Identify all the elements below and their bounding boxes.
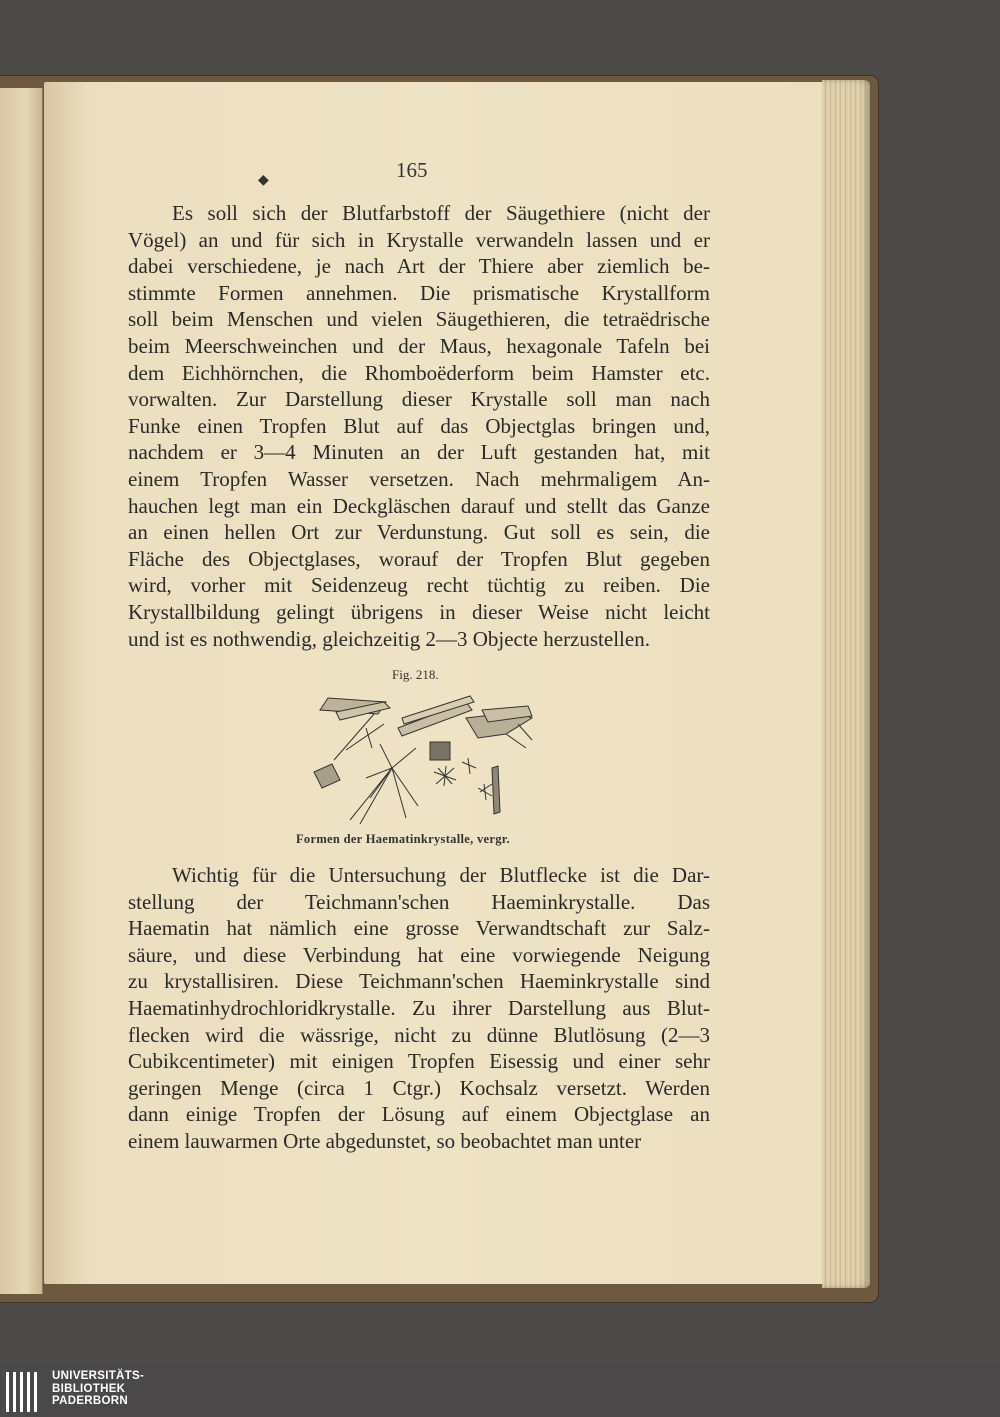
text-line: flecken wird die wässrige, nicht zu dünne Blutlösung (2—3: [128, 1022, 710, 1047]
ink-mark: ◆: [258, 173, 269, 188]
text-line: beim Meerschweinchen und der Maus, hexagonale Tafeln bei: [128, 333, 710, 358]
library-name: [52, 1370, 144, 1408]
text-line: Krystallbildung gelingt übrigens in dieser Weise nicht leicht: [128, 599, 710, 624]
text-line: wird, vorher mit Seidenzeug recht tüchtig zu reiben. Die: [128, 573, 710, 598]
text-line: stimmte Formen annehmen. Die prismatische Krystallform: [128, 280, 710, 305]
text-line: an einen hellen Ort zur Verdunstung. Gut soll es sein, die: [128, 520, 710, 545]
page-edges: [822, 80, 870, 1288]
text-line: dann einige Tropfen der Lösung auf einem Objectglase an: [128, 1102, 710, 1127]
left-page-edge: [0, 88, 43, 1294]
text-line: vorwalten. Zur Darstellung dieser Krystalle soll man nach: [128, 387, 710, 412]
text-line: Vögel) an und für sich in Krystalle verwandeln lassen und er: [128, 227, 710, 252]
text-line: Cubikcentimeter) mit einigen Tropfen Eisessig und einer sehr: [128, 1049, 710, 1074]
text-line: Funke einen Tropfen Blut auf das Objectglas bringen und,: [128, 413, 710, 438]
text-line: stellung der Teichmann'schen Haeminkrystalle. Das: [128, 889, 710, 914]
library-logo-icon: [6, 1370, 46, 1416]
text-line: säure, und diese Verbindung hat eine vorwiegende Neigung: [128, 942, 710, 967]
text-line: dem Eichhörnchen, die Rhomboëderform beim Hamster etc.: [128, 360, 710, 385]
figure-label: Fig. 218.: [392, 667, 439, 682]
text-line: Haematin hat nämlich eine grosse Verwandtschaft zur Salz-: [128, 916, 710, 941]
text-line: und ist es nothwendig, gleichzeitig 2—3 Objecte herzustellen.: [128, 626, 650, 651]
library-line-1: UNIVERSITÄTS-: [52, 1370, 145, 1382]
text-line: einem Tropfen Wasser versetzen. Nach mehrmaligem An-: [128, 466, 710, 491]
library-line-3: PADERBORN: [52, 1395, 128, 1407]
text-line: Haematinhydrochloridkrystalle. Zu ihrer Darstellung aus Blut-: [128, 995, 710, 1020]
text-line: Es soll sich der Blutfarbstoff der Säugethiere (nicht der: [172, 201, 710, 225]
text-line: hauchen legt man ein Deckgläschen darauf und stellt das Ganze: [128, 493, 710, 518]
text-line: Wichtig für die Untersuchung der Blutflecke ist die Dar-: [172, 863, 710, 887]
paragraph-1: [128, 200, 710, 652]
text-line: zu krystallisiren. Diese Teichmann'schen Haeminkrystalle sind: [128, 969, 710, 994]
text-line: dabei verschiedene, je nach Art der Thiere aber ziemlich be-: [128, 254, 710, 279]
paragraph-2: [128, 862, 710, 1155]
text-line: nachdem er 3—4 Minuten an der Luft gestanden hat, mit: [128, 440, 710, 465]
crystal-figure: [306, 688, 546, 828]
text-line: Fläche des Objectglases, worauf der Tropfen Blut gegeben: [128, 546, 710, 571]
text-line: geringen Menge (circa 1 Ctgr.) Kochsalz versetzt. Werden: [128, 1075, 710, 1100]
text-line: soll beim Menschen und vielen Säugethieren, die tetraëdrische: [128, 307, 710, 332]
figure-caption: Formen der Haematinkrystalle, vergr.: [296, 832, 510, 846]
library-line-2: BIBLIOTHEK: [52, 1382, 126, 1395]
page-number: 165: [396, 158, 428, 182]
footer-bar: [0, 1366, 1000, 1417]
text-line: einem lauwarmen Orte abgedunstet, so beobachtet man unter: [128, 1128, 642, 1153]
